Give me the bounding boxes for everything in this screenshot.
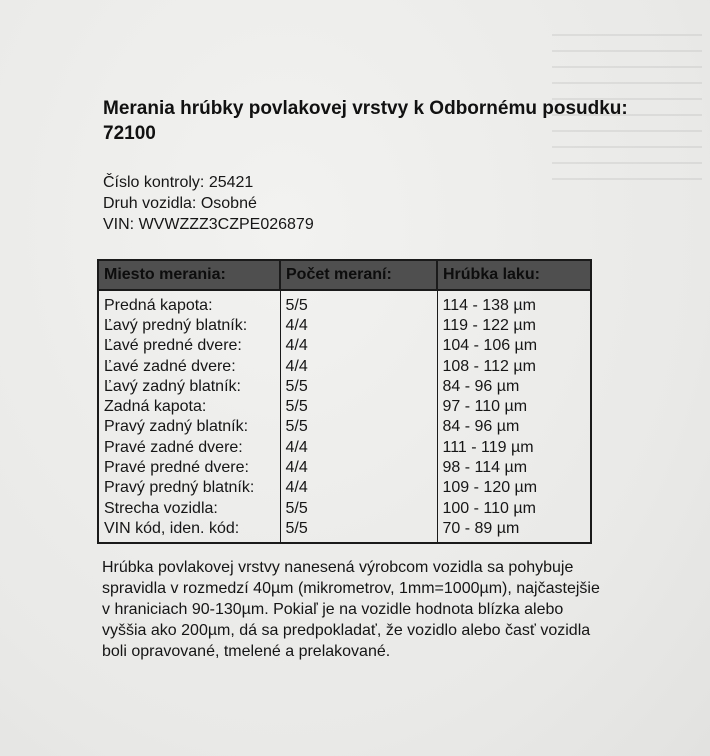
cell-location: Predná kapota: bbox=[98, 290, 280, 315]
cell-count: 4/4 bbox=[280, 356, 437, 376]
table-row bbox=[98, 396, 591, 416]
table-row bbox=[98, 518, 591, 542]
cell-thickness: 70 - 89 µm bbox=[442, 519, 520, 537]
header-count: Počet meraní: bbox=[280, 260, 437, 290]
table-row bbox=[98, 315, 591, 335]
cell-location: Pravý predný blatník: bbox=[98, 478, 280, 498]
cell-thickness: 114 - 138 µm bbox=[442, 296, 536, 314]
cell-thickness: 100 - 110 µm bbox=[442, 499, 536, 517]
cell-count: 5/5 bbox=[280, 417, 437, 437]
table-row bbox=[98, 457, 591, 477]
cell-thickness: 98 - 114 µm bbox=[442, 459, 528, 477]
cell-thickness: 104 - 106 µm bbox=[442, 337, 538, 355]
table-row bbox=[98, 417, 591, 437]
cell-count: 4/4 bbox=[280, 315, 437, 335]
cell-location: Ľavé zadné dvere: bbox=[98, 356, 280, 376]
vehicle-type: Druh vozidla: Osobné bbox=[103, 195, 257, 212]
table-row bbox=[98, 290, 591, 315]
cell-location: Ľavý zadný blatník: bbox=[98, 376, 280, 396]
table-row bbox=[98, 336, 591, 356]
cell-thickness: 97 - 110 µm bbox=[442, 398, 528, 416]
cell-count: 5/5 bbox=[280, 396, 437, 416]
cell-location: Pravý zadný blatník: bbox=[98, 417, 280, 437]
table-row bbox=[98, 376, 591, 396]
cell-location: Strecha vozidla: bbox=[98, 498, 280, 518]
document-title: Merania hrúbky povlakovej vrstvy k Odbornému posudku: 72100 bbox=[103, 98, 628, 144]
document-meta bbox=[103, 172, 314, 235]
cell-thickness: 84 - 96 µm bbox=[442, 377, 520, 395]
table-row bbox=[98, 498, 591, 518]
cell-location: VIN kód, iden. kód: bbox=[98, 518, 280, 542]
measurement-table bbox=[97, 259, 592, 544]
cell-count: 5/5 bbox=[280, 376, 437, 396]
cell-location: Ľavé predné dvere: bbox=[98, 336, 280, 356]
vin-number: VIN: WVWZZZ3CZPE026879 bbox=[103, 216, 314, 233]
table-header-row bbox=[98, 260, 591, 290]
explanatory-note: Hrúbka povlakovej vrstvy nanesená výrobcom vozidla sa pohybuje spravidla v rozmedzí 40µm (mikrometrov, 1mm=1000µm), najčastejšie v hraniciach 90-130µm. Pokiaľ je na vozidle hodnota blízka alebo vyššia ako 200µm, dá sa predpokladať, že vozidlo alebo časť vozidla boli opravované, tmelené a prelakované. bbox=[102, 559, 600, 660]
table-row bbox=[98, 478, 591, 498]
cell-count: 5/5 bbox=[280, 290, 437, 315]
cell-location: Pravé predné dvere: bbox=[98, 457, 280, 477]
header-thickness: Hrúbka laku: bbox=[437, 260, 591, 290]
cell-thickness: 84 - 96 µm bbox=[442, 418, 520, 436]
header-location: Miesto merania: bbox=[98, 260, 280, 290]
cell-count: 4/4 bbox=[280, 457, 437, 477]
cell-location: Pravé zadné dvere: bbox=[98, 437, 280, 457]
cell-thickness: 109 - 120 µm bbox=[442, 479, 538, 497]
cell-count: 4/4 bbox=[280, 437, 437, 457]
table-row bbox=[98, 356, 591, 376]
cell-location: Ľavý predný blatník: bbox=[98, 315, 280, 335]
cell-thickness: 111 - 119 µm bbox=[442, 438, 534, 456]
cell-location: Zadná kapota: bbox=[98, 396, 280, 416]
cell-count: 4/4 bbox=[280, 336, 437, 356]
table-row bbox=[98, 437, 591, 457]
check-number: Číslo kontroly: 25421 bbox=[103, 174, 254, 191]
cell-thickness: 119 - 122 µm bbox=[442, 316, 536, 334]
cell-thickness: 108 - 112 µm bbox=[442, 357, 536, 375]
cell-count: 5/5 bbox=[280, 518, 437, 542]
cell-count: 4/4 bbox=[280, 478, 437, 498]
cell-count: 5/5 bbox=[280, 498, 437, 518]
